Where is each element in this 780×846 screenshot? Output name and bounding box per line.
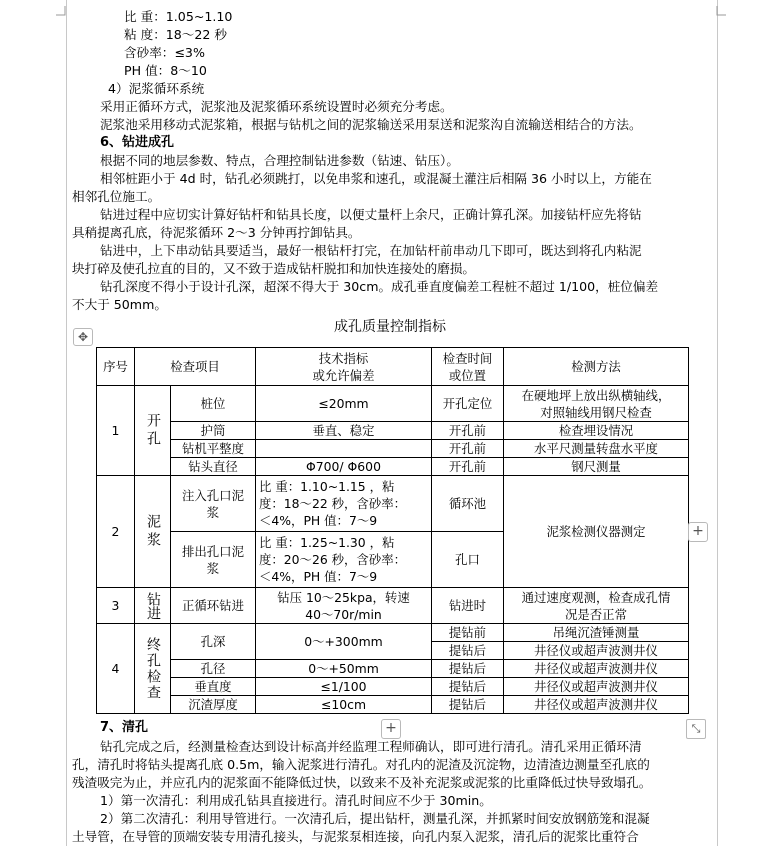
paragraph: 残渣吸完为止，并应孔内的泥浆面不能降低过快，以致来不及补充泥浆或泥浆的比重降低过快导致塌孔。 [72,775,652,790]
tech-cell: Φ700/ Φ600 [256,458,432,476]
paragraph: 采用正循环方式，泥浆池及泥浆循环系统设置时必须充分考虑。 [100,99,453,114]
method-cell: 检查埋设情况 [504,422,689,440]
table-row [97,696,689,714]
move-handle-icon[interactable]: ✥ [73,328,93,346]
resize-icon[interactable]: ⤡ [686,719,706,739]
method-cell: 井径仪或超声波测井仪 [504,678,689,696]
plus-icon[interactable]: + [688,522,708,542]
paragraph: 具稍提离孔底，待泥浆循环 2～3 分钟再拧卸钻具。 [72,225,361,240]
method-cell: 井径仪或超声波测井仪 [504,696,689,714]
table-row [97,422,689,440]
item-cell: 钻机平整度 [171,440,256,458]
table-row [97,458,689,476]
quality-control-table [96,347,689,714]
tech-cell: 钻压 10～25kpa，转速 40～70r/min [256,588,432,624]
paragraph: 土导管，在导管的顶端安装专用清孔接头，与泥浆泵相连接，向孔内泵入泥浆，清孔后的泥浆比重符合 [72,829,639,844]
paragraph: 2）第二次清孔：利用导管进行。一次清孔后，提出钻杆，测量孔深，并抓紧时间安放钢筋笼和混凝 [100,811,650,826]
item-cell: 正循环钻进 [171,588,256,624]
group-number: 1 [97,386,135,476]
subsection-title: 4）泥浆循环系统 [108,81,205,96]
table-row [97,660,689,678]
section-heading: 6、钻进成孔 [100,135,175,150]
paragraph: 泥浆池采用移动式泥浆箱，根据与钻机之间的泥浆输送采用泵送和泥浆沟自流输送相结合的方法。 [100,117,642,132]
method-cell: 水平尺测量转盘水平度 [504,440,689,458]
paragraph: 根据不同的地层参数、特点，合理控制钻进参数（钻速、钻压）。 [100,153,459,168]
time-cell: 开孔前 [432,458,504,476]
time-cell: 孔口 [432,532,504,588]
header-cell: 检查时间 或位置 [432,348,504,386]
item-cell: 垂直度 [171,678,256,696]
item-cell: 孔径 [171,660,256,678]
header-cell: 检测方法 [504,348,689,386]
page-corner-mark [716,6,726,16]
plus-icon[interactable]: + [381,719,401,739]
paragraph: 不大于 50mm。 [72,297,167,312]
table-row [97,476,689,532]
time-cell: 开孔前 [432,440,504,458]
method-cell: 泥浆检测仪器测定 [504,476,689,588]
param-line: 粘 度：18～22 秒 [124,27,228,42]
param-line: 比 重：1.05~1.10 [124,9,233,24]
header-cell: 序号 [97,348,135,386]
method-cell: 钢尺测量 [504,458,689,476]
param-line: PH 值：8～10 [124,63,207,78]
group-number: 3 [97,588,135,624]
time-cell: 提钻后 [432,660,504,678]
group-number: 4 [97,624,135,714]
paragraph: 钻进过程中应切实计算好钻杆和钻具长度，以便丈量杆上余尺，正确计算孔深。加接钻杆应先将钻 [100,207,642,222]
paragraph: 块打碎及使孔拉直的目的，又不致于造成钻杆脱扣和加快连接处的磨损。 [72,261,475,276]
item-cell: 沉渣厚度 [171,696,256,714]
tech-cell: 0～+50mm [256,660,432,678]
paragraph: 1）第一次清孔：利用成孔钻具直接进行。清孔时间应不少于 30min。 [100,793,492,808]
table-row [97,588,689,624]
paragraph: 相邻孔位施工。 [72,189,161,204]
time-cell: 提钻后 [432,696,504,714]
paragraph: 相邻桩距小于 4d 时，钻孔必须跳打，以免串浆和速孔，或混凝土灌注后相隔 36 小时以上，方能在 [100,171,652,186]
table-row [97,386,689,422]
paragraph: 钻进中，上下串动钻具要适当，最好一根钻杆打完，在加钻杆前串动几下即可，既达到将孔内粘泥 [100,243,642,258]
tech-cell: 0～+300mm [256,624,432,660]
group-name: 开孔 [135,386,171,476]
header-cell: 技术指标 或允许偏差 [256,348,432,386]
tech-cell [256,440,432,458]
method-cell: 井径仪或超声波测井仪 [504,660,689,678]
time-cell: 提钻后 [432,678,504,696]
table-row [97,678,689,696]
tech-cell: ≤1/100 [256,678,432,696]
item-cell: 桩位 [171,386,256,422]
tech-cell: ≤10cm [256,696,432,714]
tech-cell: ≤20mm [256,386,432,422]
table-caption: 成孔质量控制指标 [334,319,446,335]
time-cell: 提钻前 [432,624,504,642]
time-cell: 循环池 [432,476,504,532]
method-cell: 井径仪或超声波测井仪 [504,642,689,660]
table-row [97,624,689,642]
param-line: 含砂率：≤3% [124,45,205,60]
paragraph: 钻孔完成之后，经测量检查达到设计标高并经监理工程师确认，即可进行清孔。清孔采用正循环清 [100,739,642,754]
time-cell: 钻进时 [432,588,504,624]
paragraph: 钻孔深度不得小于设计孔深，超深不得大于 30cm。成孔垂直度偏差工程桩不超过 1/100，桩位偏差 [100,279,659,294]
page-corner-mark [56,6,66,16]
item-cell: 钻头直径 [171,458,256,476]
item-cell: 排出孔口泥 浆 [171,532,256,588]
time-cell: 开孔前 [432,422,504,440]
time-cell: 提钻后 [432,642,504,660]
method-cell: 在硬地坪上放出纵横轴线， 对照轴线用钢尺检查 [504,386,689,422]
table-row [97,440,689,458]
group-number: 2 [97,476,135,588]
table-header-row [97,348,689,386]
header-cell: 检查项目 [135,348,256,386]
time-cell: 开孔定位 [432,386,504,422]
tech-cell: 比 重：1.10~1.15 ，粘 度：18～22 秒，含砂率： ＜4%，PH 值：7～9 [256,476,432,532]
item-cell: 孔深 [171,624,256,660]
tech-cell: 垂直、稳定 [256,422,432,440]
group-name: 泥浆 [135,476,171,588]
group-name: 钻进 [135,588,171,624]
group-name: 终孔检查 [135,624,171,714]
tech-cell: 比 重：1.25~1.30 ，粘 度：20～26 秒，含砂率： ＜4%，PH 值：7～9 [256,532,432,588]
item-cell: 注入孔口泥 浆 [171,476,256,532]
section-heading: 7、清孔 [100,720,149,735]
item-cell: 护筒 [171,422,256,440]
method-cell: 吊绳沉渣锤测量 [504,624,689,642]
paragraph: 孔，清孔时将钻头提离孔底 0.5m，输入泥浆进行清孔。对孔内的泥渣及沉淀物，边清渣边测量至孔底的 [72,757,650,772]
method-cell: 通过速度观测，检查成孔情 况是否正常 [504,588,689,624]
